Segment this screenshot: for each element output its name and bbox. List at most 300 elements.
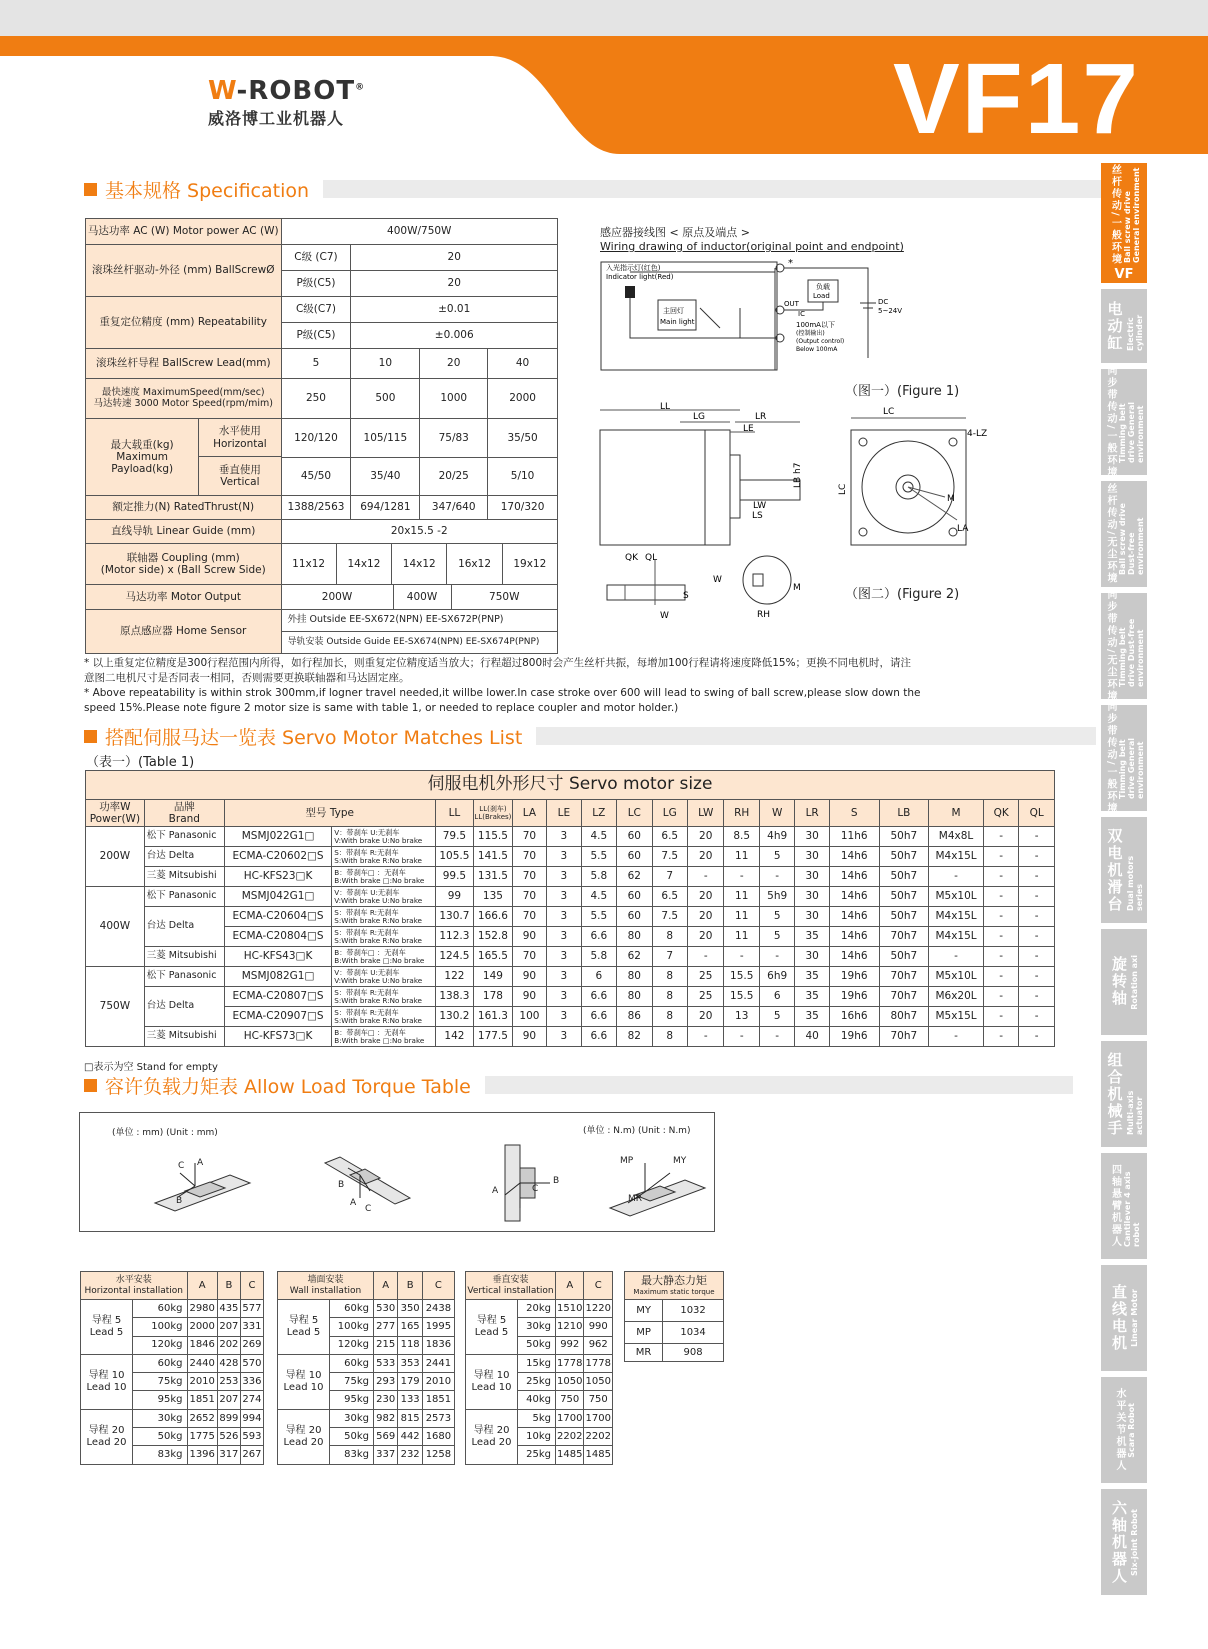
table-cell: 50kg <box>330 1428 374 1446</box>
table-cell: 750 <box>555 1391 584 1409</box>
table-cell: 428 <box>217 1354 240 1372</box>
table-cell: 577 <box>240 1300 263 1318</box>
svg-text:MP: MP <box>620 1156 634 1166</box>
table-cell: 115.5 <box>474 827 513 847</box>
table-cell: 2202 <box>584 1428 613 1446</box>
table-cell: - <box>688 1027 724 1047</box>
table-row <box>625 1344 724 1362</box>
table-cell: 50h7 <box>879 887 929 907</box>
svg-text:M: M <box>793 583 801 593</box>
table-cell: 435 <box>217 1300 240 1318</box>
table-cell: 50h7 <box>879 867 929 887</box>
table-cell: 14h6 <box>829 887 879 907</box>
table-cell: 8 <box>652 987 687 1007</box>
table-cell: 35 <box>795 967 829 987</box>
table-cell: 179 <box>398 1373 422 1391</box>
table-cell: 4.5 <box>581 827 616 847</box>
table-cell: 15kg <box>518 1354 556 1372</box>
table-cell: 135 <box>474 887 513 907</box>
table-cell: M5x15L <box>929 1007 984 1027</box>
table-cell: 317 <box>217 1446 240 1464</box>
table-cell: 3 <box>547 867 581 887</box>
svg-text:4-LZ: 4-LZ <box>967 429 988 439</box>
table-cell: 30 <box>795 827 829 847</box>
table-cell: M4x15L <box>929 847 984 867</box>
table-cell: 3 <box>547 947 581 967</box>
table-cell: 1778 <box>555 1354 584 1372</box>
table-cell: 79.5 <box>435 827 474 847</box>
table-cell: 750 <box>584 1391 613 1409</box>
table-cell: 149 <box>474 967 513 987</box>
table-cell: - <box>929 867 984 887</box>
table-cell: 90 <box>512 1027 546 1047</box>
servo-heading: 搭配伺服马达一览表 Servo Motor Matches List <box>84 725 1096 747</box>
table-cell: M <box>929 800 984 827</box>
table-cell: 10kg <box>518 1428 556 1446</box>
table-cell: 50h7 <box>879 827 929 847</box>
table-cell: - <box>1019 1027 1055 1047</box>
servo-table: 伺服电机外形尺寸 Servo motor size 功率W Power(W) 品牌 Brand 型号 Type LL LL(刹车) LL(Brakes) LA LE LZ LC LG LW RH W LR S LB M QK QL 200W 松下 Panasonic MSMJ022G1□ V：带刹车 U:无刹车 V:With brake U:No brake 79.5 115.5 70 3 4.5 60 6.5 20 8.5 4h9 30 11h6 50h7 M4x8L - - 台达 Delta ECMA-C20602□S S：带刹车 R:无刹车 S:With brake R:No brake 105.5 141.5 70 3 5.5 60 7.5 20 11 5 30 14h6 50h7 M4x15L - - 三菱 Mitsubishi HC-KFS23□K B：带刹车□ ：无刹车 B:With brake □:No brake 99.5 131.5 70 3 5.8 62 7 - - - 30 14h6 50h7 - - - 400W 松下 Panasonic MSMJ042G1□ V：带刹车 U:无刹车 V:With brake U:No brake 99 135 70 3 4.5 60 6.5 20 11 5h9 30 14h6 50h7 M5x10L - - 台达 Delta ECMA-C20604□S S：带刹车 R:无刹车 S:With brake R:No brake 130.7 166.6 70 3 5.5 60 7.5 20 11 5 30 14h6 50h7 M4x15L - - ECMA-C20804□S S：带刹车 R:无刹车 S:With brake R:No brake 112.3 152.8 90 3 6.6 80 8 20 11 5 35 14h6 70h7 M4x15L - - 三菱 Mitsubishi HC-KFS43□K B：带刹车□ ：无刹车 B:With brake □:No brake 124.5 165.5 70 3 5.8 62 7 - - - 30 14h6 50h7 - - - 750W 松下 Panasonic MSMJ082G1□ V：带刹车 U:无刹车 V:With brake U:No brake 122 149 90 3 6 80 8 25 15.5 6h9 35 19h6 70h7 M5x10L - - 台达 Delta ECMA-C20807□S S：带刹车 R:无刹车 S:With brake R:No brake 138.3 178 90 3 6.6 80 8 25 15.5 6 35 19h6 70h7 M6x20L - - ECMA-C20907□S S：带刹车 R:无刹车 S:With brake R:No brake 130.2 161.3 100 3 6.6 86 8 20 13 5 35 16h6 80h7 M5x15L - - 三菱 Mitsubishi HC-KFS73□K B：带刹车□ ：无刹车 B:With brake □:No brake 142 177.5 90 3 6.6 82 8 - - - 40 19h6 70h7 - - - <box>85 770 1055 1047</box>
table-cell: 526 <box>217 1428 240 1446</box>
table-cell: 8 <box>652 967 687 987</box>
table-cell: ECMA-C20602□S <box>224 847 331 867</box>
svg-text:LS: LS <box>752 511 763 521</box>
table-cell: 台达 Delta <box>144 847 224 867</box>
svg-text:LA: LA <box>957 524 969 534</box>
table-cell: 4h9 <box>759 827 794 847</box>
table-cell: 5.8 <box>581 867 616 887</box>
table-cell: 8 <box>652 1007 687 1027</box>
table-cell: 70h7 <box>879 987 929 1007</box>
table-cell: 337 <box>374 1446 398 1464</box>
table-cell: 6.6 <box>581 927 616 947</box>
table-cell: HC-KFS23□K <box>224 867 331 887</box>
svg-text:负载: 负载 <box>816 283 830 291</box>
side-tab[interactable]: 六轴机器人 Six-joint Robot <box>1101 1489 1147 1595</box>
table-cell: 8 <box>652 1027 687 1047</box>
table-cell: RH <box>724 800 759 827</box>
svg-text:QL: QL <box>645 553 658 563</box>
table-cell: LG <box>652 800 687 827</box>
svg-text:W: W <box>713 575 722 585</box>
table-cell: 50h7 <box>879 847 929 867</box>
torque-diagram-box: (单位 : mm) (Unit : mm) (单位 : N.m) (Unit : N.m) C A B B A C A B C MP MY MR <box>79 1112 715 1232</box>
table-cell: 2000 <box>187 1318 217 1336</box>
table-cell: 899 <box>217 1409 240 1427</box>
table-cell: 6.5 <box>652 827 687 847</box>
table-cell: 95kg <box>330 1391 374 1409</box>
table-cell: 松下 Panasonic <box>144 887 224 907</box>
static-torque-table: 最大静态力矩 Maximum static torque MY 1032 MP 1034 MR 908 <box>624 1271 724 1362</box>
table-cell: 35 <box>795 927 829 947</box>
table-cell: QK <box>983 800 1018 827</box>
table-cell: 35 <box>795 987 829 1007</box>
table-cell: 992 <box>555 1336 584 1354</box>
table-cell: 253 <box>217 1373 240 1391</box>
brand-logo: W-ROBOT® 威洛博工业机器人 <box>208 76 366 128</box>
table-row: 导程 20 Lead 20 30kg 982 815 2573 <box>278 1409 455 1427</box>
table-cell: 62 <box>617 947 652 967</box>
svg-text:DC: DC <box>878 298 889 306</box>
table-cell: 14h6 <box>829 947 879 967</box>
table-cell: 5.5 <box>581 907 616 927</box>
table-cell: 207 <box>217 1318 240 1336</box>
side-tab[interactable]: 组合机械手 Multi-axis actuator <box>1101 1041 1147 1147</box>
table-row: 台达 Delta ECMA-C20807□S S：带刹车 R:无刹车 S:With brake R:No brake 138.3 178 90 3 6.6 80 8 25 15.5 6 35 19h6 70h7 M6x20L - - <box>86 987 1055 1007</box>
table-row: 导程 5 Lead 5 60kg 2980 435 577 <box>81 1300 264 1318</box>
table-cell: 70h7 <box>879 1027 929 1047</box>
table-cell: 19h6 <box>829 967 879 987</box>
table-cell: 70 <box>512 907 546 927</box>
table-cell: 293 <box>374 1373 398 1391</box>
table-cell: - <box>1019 947 1055 967</box>
table-cell: 105.5 <box>435 847 474 867</box>
table-cell: 112.3 <box>435 927 474 947</box>
table-cell: M4x15L <box>929 927 984 947</box>
table-cell: A <box>187 1272 217 1300</box>
table-cell: 353 <box>398 1354 422 1372</box>
table-cell: 40 <box>795 1027 829 1047</box>
table-cell: 7.5 <box>652 907 687 927</box>
table-cell: 215 <box>374 1336 398 1354</box>
wall-torque-table: 墙面安装 Wall installation A B C 导程 5 Lead 5 60kg 530 350 2438 100kg 277 165 1995 120kg 215 118 1836 导程 10 Lead 10 60kg 533 353 2441 75kg 293 179 2010 95kg 230 133 1851 导程 20 Lead 20 30kg 982 815 2573 50kg 569 442 1680 83kg 337 232 1258 <box>277 1271 455 1465</box>
table-cell: 6.5 <box>652 887 687 907</box>
svg-text:RH: RH <box>757 610 771 620</box>
table-row <box>625 1300 724 1322</box>
table-row: 三菱 Mitsubishi HC-KFS43□K B：带刹车□ ：无刹车 B:With brake □:No brake 124.5 165.5 70 3 5.8 62 7 - - - 30 14h6 50h7 - - - <box>86 947 1055 967</box>
table-cell: 533 <box>374 1354 398 1372</box>
table-cell: 15.5 <box>724 987 759 1007</box>
spec-heading: 基本规格 Specification <box>84 178 1111 200</box>
table-row: 三菱 Mitsubishi HC-KFS23□K B：带刹车□ ：无刹车 B:With brake □:No brake 99.5 131.5 70 3 5.8 62 7 - - - 30 14h6 50h7 - - - <box>86 867 1055 887</box>
table-cell: 50kg <box>518 1336 556 1354</box>
table-cell: - <box>983 887 1018 907</box>
table-cell: 70 <box>512 827 546 847</box>
table-cell: S <box>829 800 879 827</box>
table-cell: LB <box>879 800 929 827</box>
table-cell: 80h7 <box>879 1007 929 1027</box>
table-cell: 30kg <box>330 1409 374 1427</box>
table-cell: 750W <box>86 967 145 1047</box>
table-cell: 2010 <box>422 1373 454 1391</box>
table-cell: 20 <box>688 1007 724 1027</box>
table-cell: 3 <box>547 887 581 907</box>
table-cell: 6 <box>759 987 794 1007</box>
table-cell: 400W <box>86 887 145 967</box>
table-cell: - <box>983 1007 1018 1027</box>
table-cell: 80 <box>617 927 652 947</box>
table-cell: 19h6 <box>829 1027 879 1047</box>
table-cell: LW <box>688 800 724 827</box>
table-cell: 570 <box>240 1354 263 1372</box>
table-row: 台达 Delta ECMA-C20602□S S：带刹车 R:无刹车 S:With brake R:No brake 105.5 141.5 70 3 5.5 60 7.5 20 11 5 30 14h6 50h7 M4x15L - - <box>86 847 1055 867</box>
table-cell: 30 <box>795 887 829 907</box>
table-cell: M6x20L <box>929 987 984 1007</box>
table-cell: 100 <box>512 1007 546 1027</box>
table-cell: 50h7 <box>879 947 929 967</box>
table-cell: A <box>555 1272 584 1300</box>
table-cell: 83kg <box>330 1446 374 1464</box>
table-cell: B <box>398 1272 422 1300</box>
torque-heading: 容许负载力矩表 Allow Load Torque Table <box>84 1074 1073 1096</box>
table-cell: 90 <box>512 987 546 1007</box>
table-cell: 124.5 <box>435 947 474 967</box>
table-cell: 60 <box>617 847 652 867</box>
figure-1-label: （图一）(Figure 1) <box>845 384 960 399</box>
table-cell: 80 <box>617 987 652 1007</box>
side-tab[interactable]: 同步带传动/无尘环境 Timming belt drive Dust-free environment <box>1101 593 1147 699</box>
table-cell: 2441 <box>422 1354 454 1372</box>
table-cell: 1700 <box>584 1409 613 1427</box>
brand-name-cn: 威洛博工业机器人 <box>208 109 345 128</box>
table-cell: - <box>724 867 759 887</box>
empty-symbol-note: □表示为空 Stand for empty <box>84 1062 218 1073</box>
table-row: ECMA-C20907□S S：带刹车 R:无刹车 S:With brake R:No brake 130.2 161.3 100 3 6.6 86 8 20 13 5 35 16h6 80h7 M5x15L - - <box>86 1007 1055 1027</box>
side-tab[interactable]: 电动缸 Electric cylinder <box>1101 289 1147 363</box>
table-cell: 593 <box>240 1428 263 1446</box>
svg-text:B: B <box>338 1180 345 1190</box>
table-cell: 1851 <box>187 1391 217 1409</box>
table-cell: 1032 <box>663 1300 724 1322</box>
table-cell: 11 <box>724 887 759 907</box>
svg-text:A: A <box>350 1198 357 1208</box>
table-cell: 178 <box>474 987 513 1007</box>
svg-text:IC: IC <box>798 310 805 318</box>
table-cell: 138.3 <box>435 987 474 1007</box>
table-cell: 30 <box>795 867 829 887</box>
table-row: ECMA-C20804□S S：带刹车 R:无刹车 S:With brake R:No brake 112.3 152.8 90 3 6.6 80 8 20 11 5 35 14h6 70h7 M4x15L - - <box>86 927 1055 947</box>
table-cell: 5 <box>759 1007 794 1027</box>
table-cell: 5.5 <box>581 847 616 867</box>
table-cell: 3 <box>547 927 581 947</box>
table-cell: - <box>759 1027 794 1047</box>
table-cell: B <box>217 1272 240 1300</box>
table-cell: MSMJ022G1□ <box>224 827 331 847</box>
table-cell: - <box>759 867 794 887</box>
svg-text:MR: MR <box>628 1194 643 1204</box>
table-cell: 86 <box>617 1007 652 1027</box>
table-cell: 1210 <box>555 1318 584 1336</box>
table-cell: 4.5 <box>581 887 616 907</box>
table-cell: 3 <box>547 1027 581 1047</box>
table-cell: MR <box>625 1344 663 1362</box>
table-cell: 70 <box>512 947 546 967</box>
table-cell: 1700 <box>555 1409 584 1427</box>
table-cell: 60 <box>617 827 652 847</box>
table-cell: 5h9 <box>759 887 794 907</box>
table-cell: 40kg <box>518 1391 556 1409</box>
table-cell: - <box>1019 907 1055 927</box>
table-cell: - <box>983 867 1018 887</box>
table-cell: - <box>759 947 794 967</box>
table-cell: 25kg <box>518 1373 556 1391</box>
table-row: 750W 松下 Panasonic MSMJ082G1□ V：带刹车 U:无刹车 V:With brake U:No brake 122 149 90 3 6 80 8 25 15.5 6h9 35 19h6 70h7 M5x10L - - <box>86 967 1055 987</box>
side-tab[interactable]: 同步带传动/一般环境 Timming belt drive General environment <box>1101 369 1147 475</box>
table-cell: 1836 <box>422 1336 454 1354</box>
table-cell: 202 <box>217 1336 240 1354</box>
model-title: VF17 <box>892 43 1140 155</box>
table-cell: 30 <box>795 947 829 967</box>
svg-text:W: W <box>660 611 669 621</box>
table-cell: 25kg <box>518 1446 556 1464</box>
table-cell: 台达 Delta <box>144 987 224 1027</box>
table-cell: 2980 <box>187 1300 217 1318</box>
table-cell: - <box>1019 887 1055 907</box>
table-cell: 82 <box>617 1027 652 1047</box>
table-cell: 95kg <box>133 1391 188 1409</box>
table-cell: - <box>1019 967 1055 987</box>
table-cell: - <box>724 1027 759 1047</box>
table-cell: - <box>724 947 759 967</box>
table-cell: M4x15L <box>929 907 984 927</box>
table-cell: 1485 <box>555 1446 584 1464</box>
table-cell: 6.6 <box>581 987 616 1007</box>
table-cell: 161.3 <box>474 1007 513 1027</box>
table-cell: 20 <box>688 887 724 907</box>
side-tab[interactable]: 直线电机 Linear Motor <box>1101 1265 1147 1371</box>
svg-text:Indicator light(Red): Indicator light(Red) <box>606 273 674 281</box>
table-cell: 50h7 <box>879 907 929 927</box>
side-tab[interactable]: 水平关节机器人 Scara Robot <box>1101 1377 1147 1483</box>
table-row: 200W 松下 Panasonic MSMJ022G1□ V：带刹车 U:无刹车 V:With brake U:No brake 79.5 115.5 70 3 4.5 60 6.5 20 8.5 4h9 30 11h6 50h7 M4x8L - - <box>86 827 1055 847</box>
side-tab[interactable]: 丝杆传动/一般环境 Ball screw drive General environment VF <box>1101 163 1147 283</box>
table-cell: 20 <box>688 827 724 847</box>
table-cell: 30 <box>795 847 829 867</box>
table-row: 导程 5 Lead 5 20kg 1510 1220 <box>466 1300 613 1318</box>
svg-text:LW: LW <box>753 501 767 511</box>
side-tab[interactable]: 同步带传动/一般环境 Timming belt drive General environment <box>1101 705 1147 811</box>
table-cell: MP <box>625 1322 663 1344</box>
table-cell: 274 <box>240 1391 263 1409</box>
table-cell: - <box>1019 827 1055 847</box>
table-cell: 5kg <box>518 1409 556 1427</box>
table-cell: 70h7 <box>879 967 929 987</box>
side-tab[interactable]: 四轴悬臂机器人 Cantilever 4 axis robot <box>1101 1153 1147 1259</box>
wiring-diagram <box>600 258 903 376</box>
table-cell: 90 <box>512 967 546 987</box>
table-cell: 6.6 <box>581 1027 616 1047</box>
table-cell: 2573 <box>422 1409 454 1427</box>
table-cell: 30kg <box>133 1409 188 1427</box>
table-cell: 20 <box>688 927 724 947</box>
table-cell: QL <box>1019 800 1055 827</box>
table-cell: - <box>1019 867 1055 887</box>
table-cell: 60kg <box>133 1354 188 1372</box>
table-cell: 1034 <box>663 1322 724 1344</box>
svg-text:OUT: OUT <box>784 300 799 308</box>
side-tab[interactable]: 双电机滑台 Dual motors series <box>1101 817 1147 923</box>
table-cell: 207 <box>217 1391 240 1409</box>
table-cell: 8.5 <box>724 827 759 847</box>
table-cell: - <box>1019 847 1055 867</box>
table-cell: 60 <box>617 887 652 907</box>
table-cell: 1846 <box>187 1336 217 1354</box>
table-cell: 2652 <box>187 1409 217 1427</box>
table-cell: 177.5 <box>474 1027 513 1047</box>
table-cell: 60 <box>617 907 652 927</box>
table-row: 导程 20 Lead 20 30kg 2652 899 994 <box>81 1409 264 1427</box>
table-cell: 20 <box>688 907 724 927</box>
svg-text:A: A <box>492 1186 499 1196</box>
table-cell: 230 <box>374 1391 398 1409</box>
table-cell: 3 <box>547 967 581 987</box>
table-cell: MSMJ042G1□ <box>224 887 331 907</box>
horizontal-torque-table: 水平安装 Horizontal installation A B C 导程 5 Lead 5 60kg 2980 435 577 100kg 2000 207 331 120kg 1846 202 269 导程 10 Lead 10 60kg 2440 428 570 75kg 2010 253 336 95kg 1851 207 274 导程 20 Lead 20 30kg 2652 899 994 50kg 1775 526 593 83kg 1396 317 267 <box>80 1271 264 1465</box>
table-cell: 120kg <box>330 1336 374 1354</box>
table-cell: 三菱 Mitsubishi <box>144 867 224 887</box>
table-cell: HC-KFS73□K <box>224 1027 331 1047</box>
side-tab[interactable]: 旋转轴 Rotation axi <box>1101 929 1147 1035</box>
table-cell: LR <box>795 800 829 827</box>
table-cell: 99.5 <box>435 867 474 887</box>
table-cell: 3 <box>547 907 581 927</box>
table-cell: - <box>929 1027 984 1047</box>
table-cell: 14h6 <box>829 907 879 927</box>
wiring-title-en: Wiring drawing of inductor(original point and endpoint) <box>600 240 904 253</box>
table-cell: C <box>422 1272 454 1300</box>
table-cell: 1485 <box>584 1446 613 1464</box>
svg-text:*: * <box>788 258 793 269</box>
side-tab[interactable]: 丝杆传动/无尘环境 Ball screw drive Dust-free environment <box>1101 481 1147 587</box>
table-cell: ECMA-C20604□S <box>224 907 331 927</box>
table-cell: 30kg <box>518 1318 556 1336</box>
table-row: 导程 5 Lead 5 60kg 530 350 2438 <box>278 1300 455 1318</box>
table-row: 导程 20 Lead 20 5kg 1700 1700 <box>466 1409 613 1427</box>
table-cell: 8 <box>652 927 687 947</box>
svg-text:C: C <box>532 1184 539 1194</box>
table-cell: 60kg <box>133 1300 188 1318</box>
table-cell: 336 <box>240 1373 263 1391</box>
table-cell: 141.5 <box>474 847 513 867</box>
table-row: 台达 Delta ECMA-C20604□S S：带刹车 R:无刹车 S:With brake R:No brake 130.7 166.6 70 3 5.5 60 7.5 20 11 5 30 14h6 50h7 M4x15L - - <box>86 907 1055 927</box>
svg-text:入光指示灯(红色): 入光指示灯(红色) <box>606 264 661 272</box>
table-cell: M5x10L <box>929 887 984 907</box>
table-cell: 3 <box>547 847 581 867</box>
table-cell: 200W <box>86 827 145 887</box>
table-cell: 269 <box>240 1336 263 1354</box>
table-cell: 5 <box>759 907 794 927</box>
table-cell: - <box>1019 1007 1055 1027</box>
table-cell: - <box>983 927 1018 947</box>
table-cell: 982 <box>374 1409 398 1427</box>
svg-text:主回灯: 主回灯 <box>663 307 684 315</box>
table-cell: 1778 <box>584 1354 613 1372</box>
svg-text:LG: LG <box>693 412 705 422</box>
table-cell: 3 <box>547 987 581 1007</box>
table-cell: - <box>983 947 1018 967</box>
table-cell: 267 <box>240 1446 263 1464</box>
table-cell: 16h6 <box>829 1007 879 1027</box>
table-cell: 15.5 <box>724 967 759 987</box>
table-cell: 三菱 Mitsubishi <box>144 1027 224 1047</box>
table-cell: 1775 <box>187 1428 217 1446</box>
table-cell: - <box>983 967 1018 987</box>
svg-text:100mA以下: 100mA以下 <box>796 321 835 329</box>
table-cell: 990 <box>584 1318 613 1336</box>
table-row: 三菱 Mitsubishi HC-KFS73□K B：带刹车□ ：无刹车 B:With brake □:No brake 142 177.5 90 3 6.6 82 8 - - - 40 19h6 70h7 - - - <box>86 1027 1055 1047</box>
table-cell: 20 <box>688 847 724 867</box>
table-cell: C <box>240 1272 263 1300</box>
svg-text:B: B <box>553 1176 560 1186</box>
table-cell: 松下 Panasonic <box>144 827 224 847</box>
svg-text:LC: LC <box>838 483 848 495</box>
table-cell: 1050 <box>555 1373 584 1391</box>
table-cell: 60kg <box>330 1354 374 1372</box>
table-cell: - <box>983 987 1018 1007</box>
table-cell: M5x10L <box>929 967 984 987</box>
table-cell: HC-KFS43□K <box>224 947 331 967</box>
table-cell: 60kg <box>330 1300 374 1318</box>
